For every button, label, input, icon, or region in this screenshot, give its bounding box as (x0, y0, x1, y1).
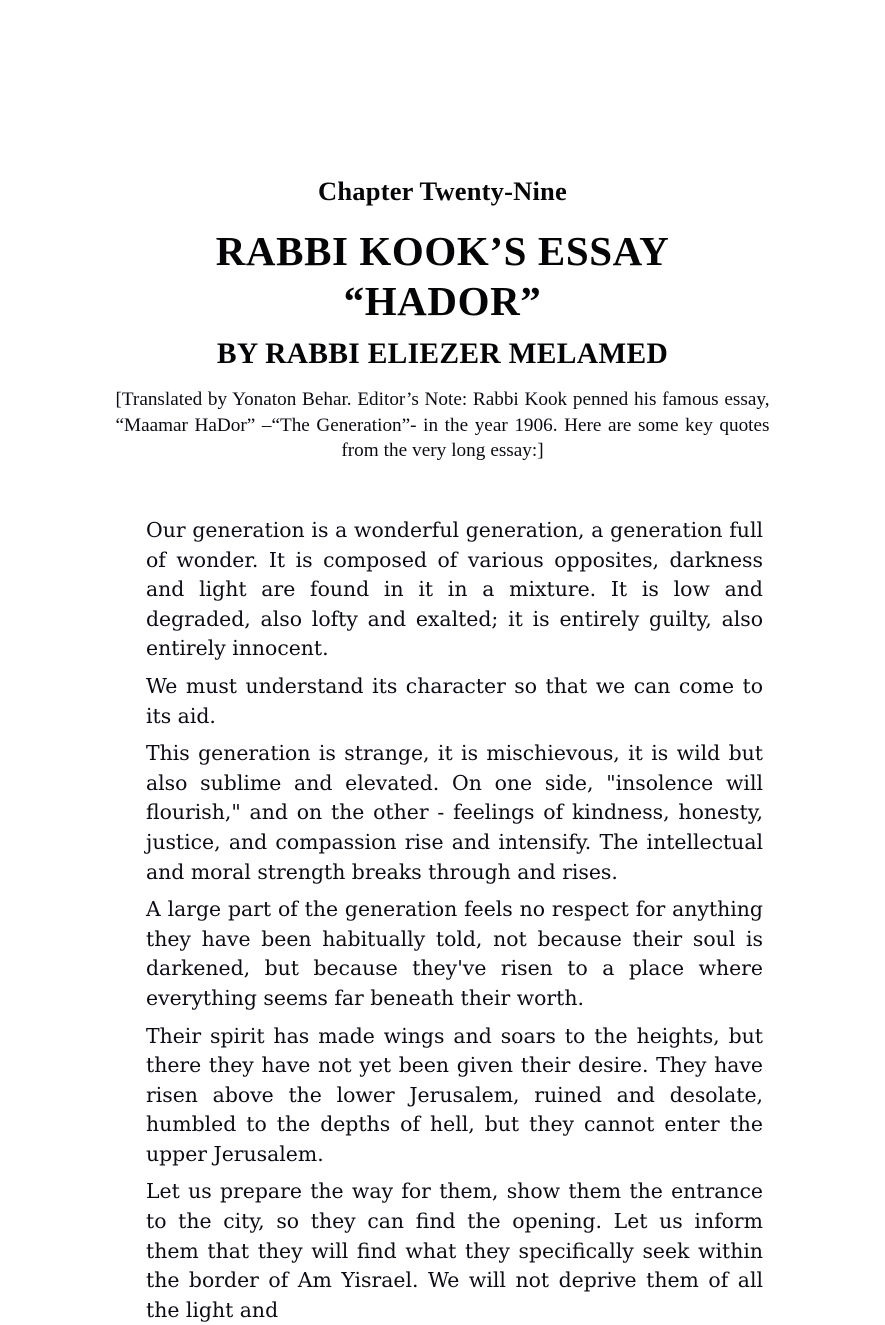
body-copy (146, 516, 763, 1325)
chapter-label: Chapter Twenty-Nine (318, 176, 567, 206)
body-paragraph: Their spirit has made wings and soars to the heights, but there they have not yet been given their desire. They have risen above the lower Jerusalem, ruined and desolate, humbled to the depths of hell, but they cannot enter the upper Jerusalem. (146, 1023, 763, 1166)
body-paragraph: We must understand its character so that we can come to its aid. (146, 673, 763, 728)
body-paragraph: Let us prepare the way for them, show them the entrance to the city, so they can find the opening. Let us inform them that they will find what they specifically seek within the border of Am Yisrael. We will not deprive them of all the light and (146, 1179, 763, 1322)
editor-note: [Translated by Yonaton Behar. Editor’s Note: Rabbi Kook penned his famous essay, “Maamar HaDor” –“The Generation”- in the year 1906. Here are some key quotes from the very long essay:] (115, 389, 770, 461)
page-title-line-2: “HADOR” (343, 277, 542, 324)
body-paragraph: A large part of the generation feels no respect for anything they have been habitually told, not because their soul is darkened, but because they've risen to a place where everything seems far beneath their worth. (146, 897, 763, 1010)
front-matter (0, 0, 885, 464)
body-paragraph: This generation is strange, it is mischievous, it is wild but also sublime and elevated. On one side, "insolence will flourish," and on the other - feelings of kindness, honesty, justice, and compassion rise and intensify. The intellectual and moral strength breaks through and rises. (146, 741, 763, 884)
page-title (0, 205, 885, 326)
author-byline: BY RABBI ELIEZER MELAMED (216, 337, 669, 370)
page-title-line-1: RABBI KOOK’S ESSAY (215, 227, 670, 274)
body-paragraph: Our generation is a wonderful generation, a generation full of wonder. It is composed of various opposites, darkness and light are found in it in a mixture. It is low and degraded, also lofty and exalted; it is entirely guilty, also entirely innocent. (146, 518, 763, 661)
